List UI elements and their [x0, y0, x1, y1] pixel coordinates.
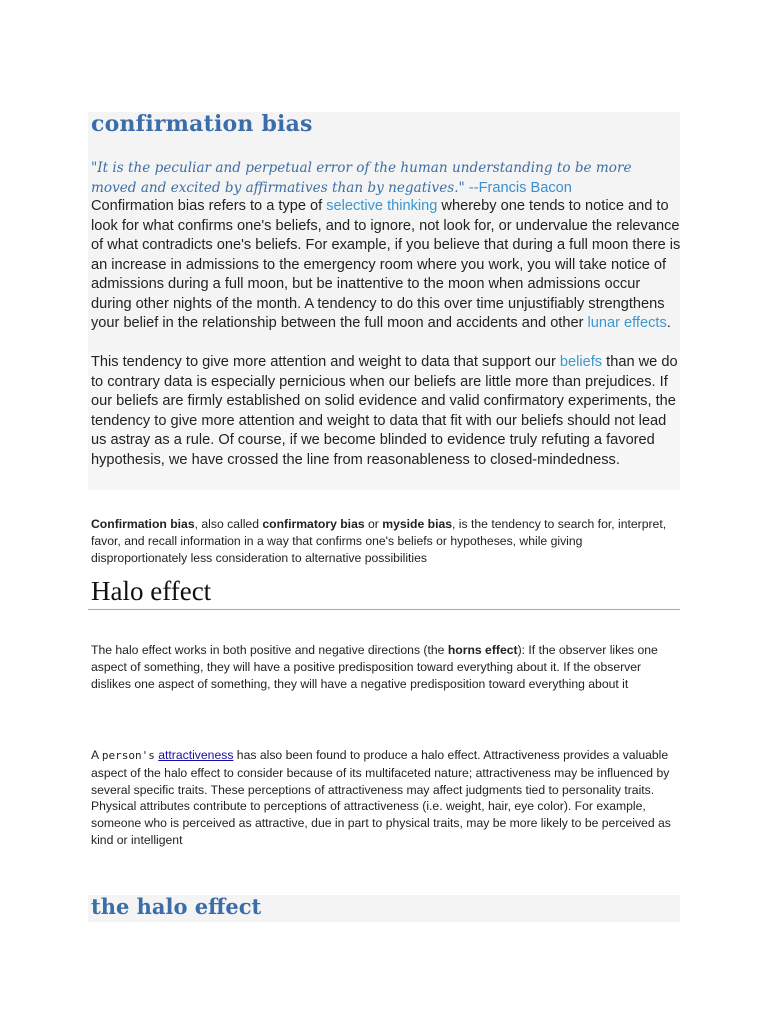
halo-effect-heading: Halo effect	[91, 576, 212, 606]
the-halo-effect-title: the halo effect	[91, 894, 262, 919]
definition-text-c: , is the tendency to search for, interpret, favor, and recall information in a way that confirms one's beliefs or hypotheses, while giving disproportionately less consideration to alternative possibilities	[91, 517, 667, 565]
quote-text: "It is the peculiar and perpetual error of the human understanding to be more moved and excited by affirmatives than by negatives."	[91, 160, 632, 196]
halo-effect-paragraph-1	[91, 642, 681, 692]
halo-p2-text-b: has also been found to produce a halo effect. Attractiveness provides a valuable aspect of the halo effect to consider because of its multifaceted nature; attractiveness may be influenced by several specific traits. These perceptions of attractiveness may affect judgments tied to personality traits. Physical attributes contribute to perceptions of attractiveness (i.e. weight, hair, eye color). For example, someone who is perceived as attractive, due in part to physical traits, may be more likely to be perceived as kind or intelligent	[91, 748, 671, 847]
selective-thinking-link[interactable]: selective thinking	[326, 198, 438, 214]
beliefs-link[interactable]: beliefs	[559, 354, 603, 370]
para2-text-a: This tendency to give more attention and weight to data that support our	[91, 354, 560, 370]
halo-p2-text-a: A	[91, 748, 102, 762]
definition-text-b: or	[364, 517, 383, 531]
halo-effect-paragraph-2	[91, 747, 681, 849]
para1-text-c: .	[666, 315, 671, 331]
bacon-quote	[91, 159, 681, 198]
definition-text-a: , also called	[194, 517, 263, 531]
quote-author: --Francis Bacon	[464, 179, 572, 196]
para1-text-b: whereby one tends to notice and to look for what confirms one's beliefs, and to ignore, not look for, or undervalue the relevance of what contradicts one's beliefs. For example, if you believe that during a full moon there is an increase in admissions to the emergency room where you work, you will take notice of admissions during a full moon, but be inattentive to the moon when admissions occur during other nights of the month. A tendency to do this over time unjustifiably strengthens your belief in the relationship between the full moon and accidents and other	[91, 198, 681, 331]
term-horns-effect: horns effect	[447, 643, 518, 657]
lunar-effects-link[interactable]: lunar effects	[587, 315, 667, 331]
halo-p1-text-a: The halo effect works in both positive and negative directions (the	[91, 643, 448, 657]
attractiveness-link[interactable]: attractiveness	[158, 748, 234, 762]
confirmation-bias-definition	[91, 516, 681, 566]
confirmation-bias-paragraph-2	[91, 353, 681, 470]
term-confirmation-bias: Confirmation bias	[91, 517, 195, 531]
confirmation-bias-paragraph-1	[91, 197, 681, 334]
term-confirmatory-bias: confirmatory bias	[262, 517, 365, 531]
heading-divider	[88, 609, 680, 610]
para1-text-a: Confirmation bias refers to a type of	[91, 198, 327, 214]
person-word: person's	[101, 749, 155, 762]
term-myside-bias: myside bias	[382, 517, 453, 531]
para2-text-b: than we do to contrary data is especially pernicious when our beliefs are little more than prejudices. If our beliefs are firmly established on solid evidence and valid confirmatory experiments, the tendency to give more attention and weight to data that fit with our beliefs should not lead us astray as a rule. Of course, if we become blinded to evidence truly refuting a favored hypothesis, we have crossed the line from reasonableness to closed-mindedness.	[91, 354, 678, 468]
halo-p1-text-b: ): If the observer likes one aspect of something, they will have a positive predisposition toward everything about it. If the observer dislikes one aspect of something, they will have a negative predisposition toward everything about it	[91, 643, 658, 691]
confirmation-bias-title: confirmation bias	[91, 111, 313, 137]
